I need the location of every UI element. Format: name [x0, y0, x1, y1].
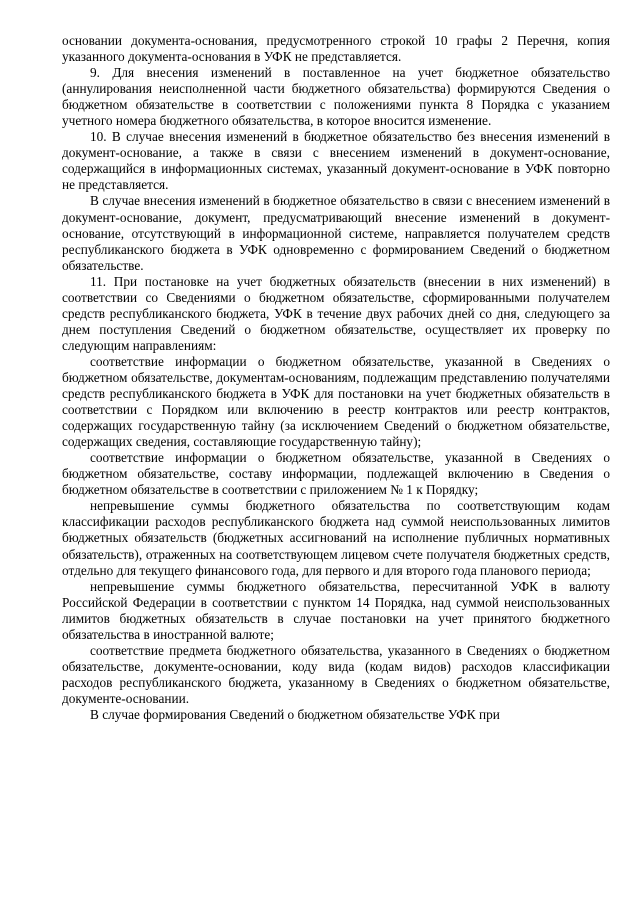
paragraph-item-9: 9. Для внесения изменений в поставленное на учет бюджетное обязательство (аннулирования неисполненной части бюджетного обязательства) формируются Сведения о бюджетном обязательстве в соответствии с положениями пункта 8 Порядка с указанием учетного номера бюджетного обязательства, в которое вносится изменение.	[62, 65, 610, 129]
paragraph-check-composition: соответствие информации о бюджетном обязательстве, указанной в Сведениях о бюджетном обязательстве, составу информации, подлежащей включению в Сведения о бюджетном обязательстве в соответствии с приложением № 1 к Порядку;	[62, 450, 610, 498]
paragraph-item-10: 10. В случае внесения изменений в бюджетное обязательство без внесения изменений в документ-основание, а также в связи с внесением изменений в документ-основание, содержащийся в информационных системах, указанный документ-основание в УФК повторно не представляется.	[62, 129, 610, 193]
paragraph-check-subject: соответствие предмета бюджетного обязательства, указанного в Сведениях о бюджетном обязательстве, документе-основании, коду вида (кодам видов) расходов классификации расходов республиканского бюджета, указанному в Сведениях о бюджетном обязательстве, документе-основании.	[62, 642, 610, 706]
paragraph-check-currency: непревышение суммы бюджетного обязательства, пересчитанной УФК в валюту Российской Федерации в соответствии с пунктом 14 Порядка, над суммой неиспользованных лимитов бюджетных обязательств в случае постановки на учет принятого бюджетного обязательства в иностранной валюте;	[62, 578, 610, 642]
paragraph-item-11: 11. При постановке на учет бюджетных обязательств (внесении в них изменений) в соответствии со Сведениями о бюджетном обязательстве, сформированными получателем средств республиканского бюджета, УФК в течение двух рабочих дней со дня, следующего за днем поступления Сведений о бюджетном обязательстве, осуществляет их проверку по следующим направлениям:	[62, 273, 610, 353]
paragraph-check-documents: соответствие информации о бюджетном обязательстве, указанной в Сведениях о бюджетном обязательстве, документам-основаниям, подлежащим представлению получателями средств республиканского бюджета в УФК для постановки на учет бюджетных обязательств в соответствии с Порядком или включению в реестр контрактов или реестр контрактов, содержащих государственную тайну (за исключением Сведений о бюджетном обязательстве, содержащих сведения, составляющие государственную тайну);	[62, 353, 610, 450]
paragraph-continuation: основании документа-основания, предусмотренного строкой 10 графы 2 Перечня, копия указанного документа-основания в УФК не представляется.	[62, 33, 610, 65]
document-page	[62, 33, 610, 723]
paragraph-trailing: В случае формирования Сведений о бюджетном обязательстве УФК при	[90, 706, 500, 722]
paragraph-item-10-changes: В случае внесения изменений в бюджетное обязательство в связи с внесением изменений в документ-основание, документ, предусматривающий внесение изменений в документ-основание, отсутствующий в информационной системе, направляется получателем средств республиканского бюджета в УФК одновременно с формированием Сведений о бюджетном обязательстве.	[62, 193, 610, 273]
paragraph-check-limits: непревышение суммы бюджетного обязательства по соответствующим кодам классификации расходов республиканского бюджета над суммой неиспользованных лимитов бюджетных обязательств (бюджетных ассигнований на исполнение публичных нормативных обязательств), отраженных на соответствующем лицевом счете получателя бюджетных средств, отдельно для текущего финансового года, для первого и для второго года планового периода;	[62, 498, 610, 578]
